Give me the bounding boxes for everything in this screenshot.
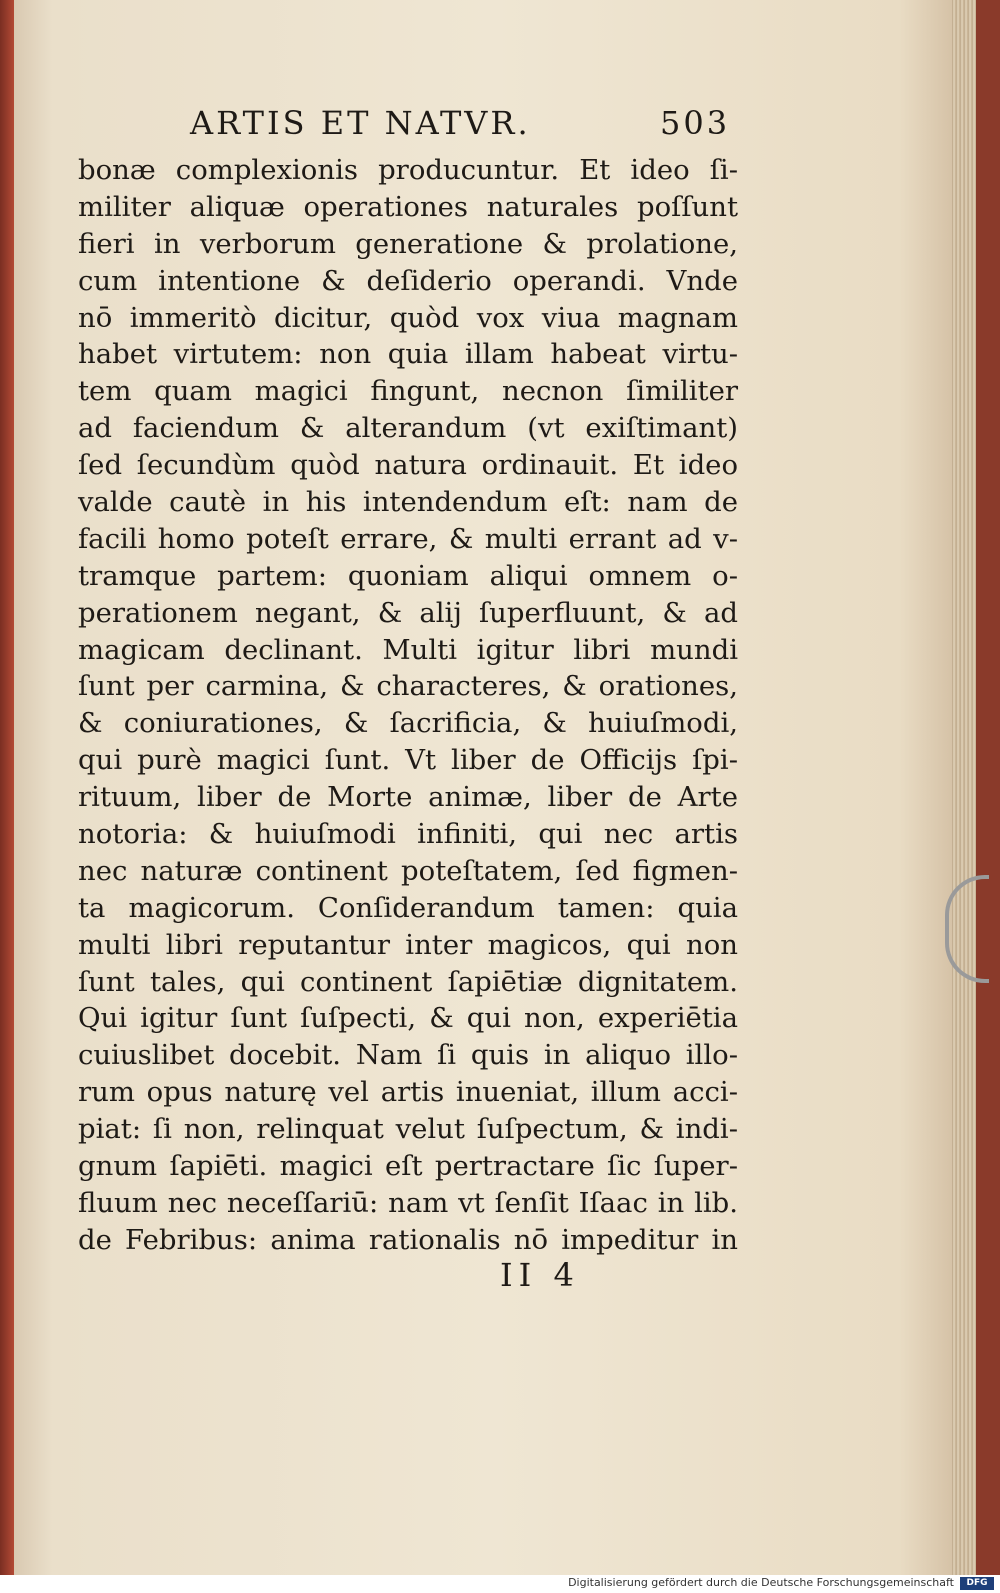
funding-credit: Digitalisierung gefördert durch die Deutsche Forschungsgemeinschaft <box>568 1576 954 1589</box>
text-line: piat: ſi non, relinquat velut ſuſpectum, & indi- <box>78 1113 738 1146</box>
text-line: & coniurationes, & ſacrificia, & huiuſmodi, <box>78 707 738 740</box>
running-head <box>190 104 750 148</box>
text-line: valde cautè in his intendendum eſt: nam de <box>78 486 738 519</box>
text-line: gnum ſapiēti. magici eſt pertractare ſic ſuper- <box>78 1150 738 1183</box>
text-line: fieri in verborum generatione & prolatione, <box>78 227 738 260</box>
body-text <box>78 152 738 1259</box>
text-line: cuiuslibet docebit. Nam ſi quis in aliquo illo- <box>78 1039 738 1072</box>
text-line: tem quam magici fingunt, necnon ſimiliter <box>78 375 738 408</box>
page-edges <box>952 0 976 1575</box>
text-line: militer aliquæ operationes naturales poſſunt <box>78 190 738 223</box>
text-line: ad faciendum & alterandum (vt exiſtimant) <box>78 412 738 445</box>
text-line: ſunt tales, qui continent ſapiētiæ dignitatem. <box>78 965 738 998</box>
page-number: 503 <box>660 104 731 142</box>
text-line: notoria: & huiuſmodi infiniti, qui nec artis <box>78 818 738 851</box>
text-line: fluum nec neceſſariū: nam vt ſenſit Iſaac in lib. <box>78 1186 738 1219</box>
text-line: nec naturæ continent poteſtatem, ſed figmen- <box>78 854 738 887</box>
text-line: de Febribus: anima rationalis nō impeditur in <box>78 1223 738 1256</box>
text-line: habet virtutem: non quia illam habeat virtu- <box>78 338 738 371</box>
text-line: qui purè magici ſunt. Vt liber de Officijs ſpi- <box>78 744 738 777</box>
footer-bar <box>0 1575 1000 1593</box>
text-line: Qui igitur ſunt ſuſpecti, & qui non, experiētia <box>78 1002 738 1035</box>
text-line: nō immeritò dicitur, quòd vox viua magnam <box>78 301 738 334</box>
text-line: ſunt per carmina, & characteres, & orationes, <box>78 670 738 703</box>
text-line: bonæ complexionis producuntur. Et ideo ſi- <box>78 154 738 186</box>
book-cover-edge <box>0 0 14 1575</box>
signature-mark: II 4 <box>500 1256 580 1294</box>
running-title: ARTIS ET NATVR. <box>190 104 531 142</box>
dfg-logo-icon: DFG <box>960 1577 994 1590</box>
text-line: tramque partem: quoniam aliqui omnem o- <box>78 559 738 592</box>
text-line: rum opus naturę vel artis inueniat, illum acci- <box>78 1076 738 1109</box>
text-line: facili homo poteſt errare, & multi errant ad v- <box>78 522 738 555</box>
text-line: rituum, liber de Morte animæ, liber de Arte <box>78 781 738 814</box>
text-line: ta magicorum. Conſiderandum tamen: quia <box>78 891 738 924</box>
text-line: multi libri reputantur inter magicos, qui non <box>78 928 738 961</box>
text-line: magicam declinant. Multi igitur libri mundi <box>78 633 738 666</box>
text-line: cum intentione & deſiderio operandi. Vnde <box>78 264 738 297</box>
text-line: perationem negant, & alij ſuperfluunt, & ad <box>78 596 738 629</box>
text-line: ſed ſecundùm quòd natura ordinauit. Et ideo <box>78 449 738 482</box>
